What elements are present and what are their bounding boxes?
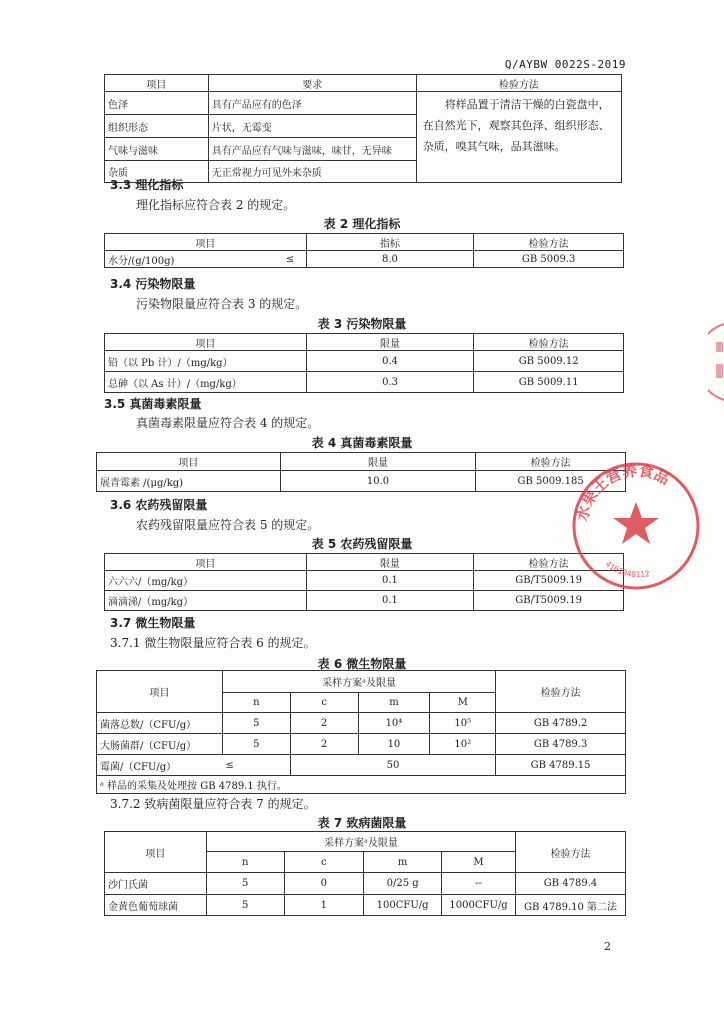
edge-seal-fragment xyxy=(708,322,724,402)
table-header: 项目 xyxy=(105,234,307,251)
table-cell: GB 4789.3 xyxy=(496,734,626,755)
table-cell: 无正常视力可见外来杂质 xyxy=(208,161,416,183)
table-cell: 气味与滋味 xyxy=(105,138,209,161)
table-cell: GB 4789.10 第二法 xyxy=(516,895,626,916)
table-cell: GB 5009.3 xyxy=(474,251,624,268)
table-header: 检验方法 xyxy=(416,75,621,92)
table-cell: 10 xyxy=(358,734,430,755)
pesticide-table xyxy=(104,553,624,611)
edge-seal-ring xyxy=(708,324,724,400)
table-caption: 表 2 理化指标 xyxy=(323,217,401,231)
table-cell: 10⁴ xyxy=(358,713,430,734)
table-header: 限量 xyxy=(306,554,474,571)
table-cell: 展青霉素 /(μg/kg) xyxy=(97,471,281,492)
table-cell: 滴滴涕/（mg/kg） xyxy=(105,591,307,611)
table-cell: 1 xyxy=(284,895,364,916)
company-seal-stamp xyxy=(568,458,704,594)
table-cell: 菌落总数/（CFU/g） xyxy=(97,713,223,734)
table-cell: 水分/(g/100g) xyxy=(105,251,275,268)
table-cell: GB 5009.185 xyxy=(476,471,626,492)
section-heading: 3.6 农药残留限量 xyxy=(110,498,208,512)
table-cell: 10² xyxy=(430,734,496,755)
table-cell: GB/T5009.19 xyxy=(474,591,624,611)
table-cell: GB 5009.12 xyxy=(474,351,624,372)
section-heading: 3.5 真菌毒素限量 xyxy=(104,397,202,411)
table-caption: 表 5 农药残留限量 xyxy=(311,537,413,551)
table-cell: 色泽 xyxy=(105,92,209,115)
document-number: Q/AYBW 0022S-2019 xyxy=(504,58,626,71)
table-cell: 0.1 xyxy=(306,571,474,591)
table-caption: 表 3 污染物限量 xyxy=(317,317,407,331)
table-header: 要求 xyxy=(208,75,416,92)
physicochemical-table xyxy=(104,233,624,268)
table-cell: 10⁵ xyxy=(430,713,496,734)
table-header: 检验方法 xyxy=(474,234,624,251)
table-cell: 100CFU/g xyxy=(364,895,442,916)
table-header: 检验方法 xyxy=(516,832,626,873)
paragraph: 3.7.1 微生物限量应符合表 6 的规定。 xyxy=(110,636,316,650)
section-heading: 3.4 污染物限量 xyxy=(110,277,196,291)
table-cell: -- xyxy=(442,873,516,895)
microbial-table xyxy=(96,670,626,794)
table-cell: ≤ xyxy=(274,251,306,268)
table-cell: GB 4789.2 xyxy=(496,713,626,734)
table-cell: 1000CFU/g xyxy=(442,895,516,916)
table-cell: GB 4789.4 xyxy=(516,873,626,895)
table-header: 限量 xyxy=(306,334,474,351)
table-cell: 10.0 xyxy=(280,471,476,492)
table-cell: 50 xyxy=(290,755,495,776)
table-cell: 六六六/（mg/kg） xyxy=(105,571,307,591)
table-header: 项目 xyxy=(105,75,209,92)
table-cell: 杂质 xyxy=(105,161,209,183)
table-header: n xyxy=(222,693,290,713)
table-header: M xyxy=(442,852,516,873)
svg-text:水果王营养食品: 水果王营养食品 xyxy=(572,461,673,523)
table-header: c xyxy=(284,852,364,873)
table-header: 项目 xyxy=(105,334,307,351)
table-header: c xyxy=(290,693,358,713)
edge-seal-mark xyxy=(716,342,723,352)
table-header: m xyxy=(358,693,430,713)
table-cell: 沙门氏菌 xyxy=(105,873,207,895)
sensory-table xyxy=(104,74,622,183)
table-header: 项目 xyxy=(97,671,223,713)
table-cell: 0.3 xyxy=(306,372,474,393)
paragraph: 农药残留限量应符合表 5 的规定。 xyxy=(136,518,320,532)
table-header: 检验方法 xyxy=(496,671,626,713)
section-heading: 3.3 理化指标 xyxy=(110,178,184,192)
table-caption: 表 4 真菌毒素限量 xyxy=(311,436,413,450)
table-header: 项目 xyxy=(105,554,307,571)
paragraph: 污染物限量应符合表 3 的规定。 xyxy=(136,297,308,311)
table-header: 指标 xyxy=(306,234,474,251)
table-cell: 具有产品应有的色泽 xyxy=(208,92,416,115)
section-heading: 3.7 微生物限量 xyxy=(110,616,196,630)
table-cell: 2 xyxy=(290,734,358,755)
table-cell: 5 xyxy=(206,895,284,916)
table-cell: 片状，无霉变 xyxy=(208,115,416,138)
paragraph: 3.7.2 致病菌限量应符合表 7 的规定。 xyxy=(110,797,316,811)
paragraph: 真菌毒素限量应符合表 4 的规定。 xyxy=(136,416,320,430)
table-header: 采样方案ᵃ及限量 xyxy=(222,671,495,693)
table-cell: 组织形态 xyxy=(105,115,209,138)
paragraph: 理化指标应符合表 2 的规定。 xyxy=(136,198,296,212)
table-cell: 5 xyxy=(206,873,284,895)
table-cell: ≤ xyxy=(222,755,290,776)
table-header: 检验方法 xyxy=(474,334,624,351)
page-number: 2 xyxy=(604,940,611,953)
table-cell: 具有产品应有气味与滋味，味甘，无异味 xyxy=(208,138,416,161)
edge-seal-mark xyxy=(716,364,723,378)
table-header: 项目 xyxy=(105,832,207,873)
table-header: 项目 xyxy=(97,453,281,471)
table-cell: 8.0 xyxy=(306,251,474,268)
table-cell: 金黄色葡萄球菌 xyxy=(105,895,207,916)
table-header: n xyxy=(206,852,284,873)
table-header: 限量 xyxy=(280,453,476,471)
table-cell: 0/25 g xyxy=(364,873,442,895)
table-cell: 总砷（以 As 计）/（mg/kg） xyxy=(105,372,307,393)
contaminant-table xyxy=(104,333,624,393)
table-cell: 0 xyxy=(284,873,364,895)
pathogen-table xyxy=(104,831,626,916)
table-header: m xyxy=(364,852,442,873)
table-header: 采样方案ᵃ及限量 xyxy=(206,832,515,852)
table-cell: 2 xyxy=(290,713,358,734)
table-caption: 表 7 致病菌限量 xyxy=(317,816,407,830)
table-footnote: ᵃ 样品的采集及处理按 GB 4789.1 执行。 xyxy=(97,776,626,794)
table-cell: GB 4789.15 xyxy=(496,755,626,776)
table-header: 检验方法 xyxy=(474,554,624,571)
table-cell: 5 xyxy=(222,713,290,734)
table-cell: GB/T5009.19 xyxy=(474,571,624,591)
table-cell: GB 5009.11 xyxy=(474,372,624,393)
inspection-method: 将样品置于清洁干燥的白瓷盘中，在自然光下，观察其色泽、组织形态、杂质，嗅其气味，品其滋味。 xyxy=(416,92,621,183)
table-header: 检验方法 xyxy=(476,453,626,471)
table-cell: 0.1 xyxy=(306,591,474,611)
table-header: M xyxy=(430,693,496,713)
seal-star-icon xyxy=(613,502,659,544)
table-cell: 0.4 xyxy=(306,351,474,372)
table-cell: 铅（以 Pb 计）/（mg/kg） xyxy=(105,351,307,372)
svg-text:4101040112: 4101040112 xyxy=(603,559,651,580)
table-cell: 大肠菌群/（CFU/g） xyxy=(97,734,223,755)
table-cell: 5 xyxy=(222,734,290,755)
table-caption: 表 6 微生物限量 xyxy=(317,657,407,671)
table-cell: 霉菌/（CFU/g） xyxy=(97,755,223,776)
mycotoxin-table xyxy=(96,452,626,492)
